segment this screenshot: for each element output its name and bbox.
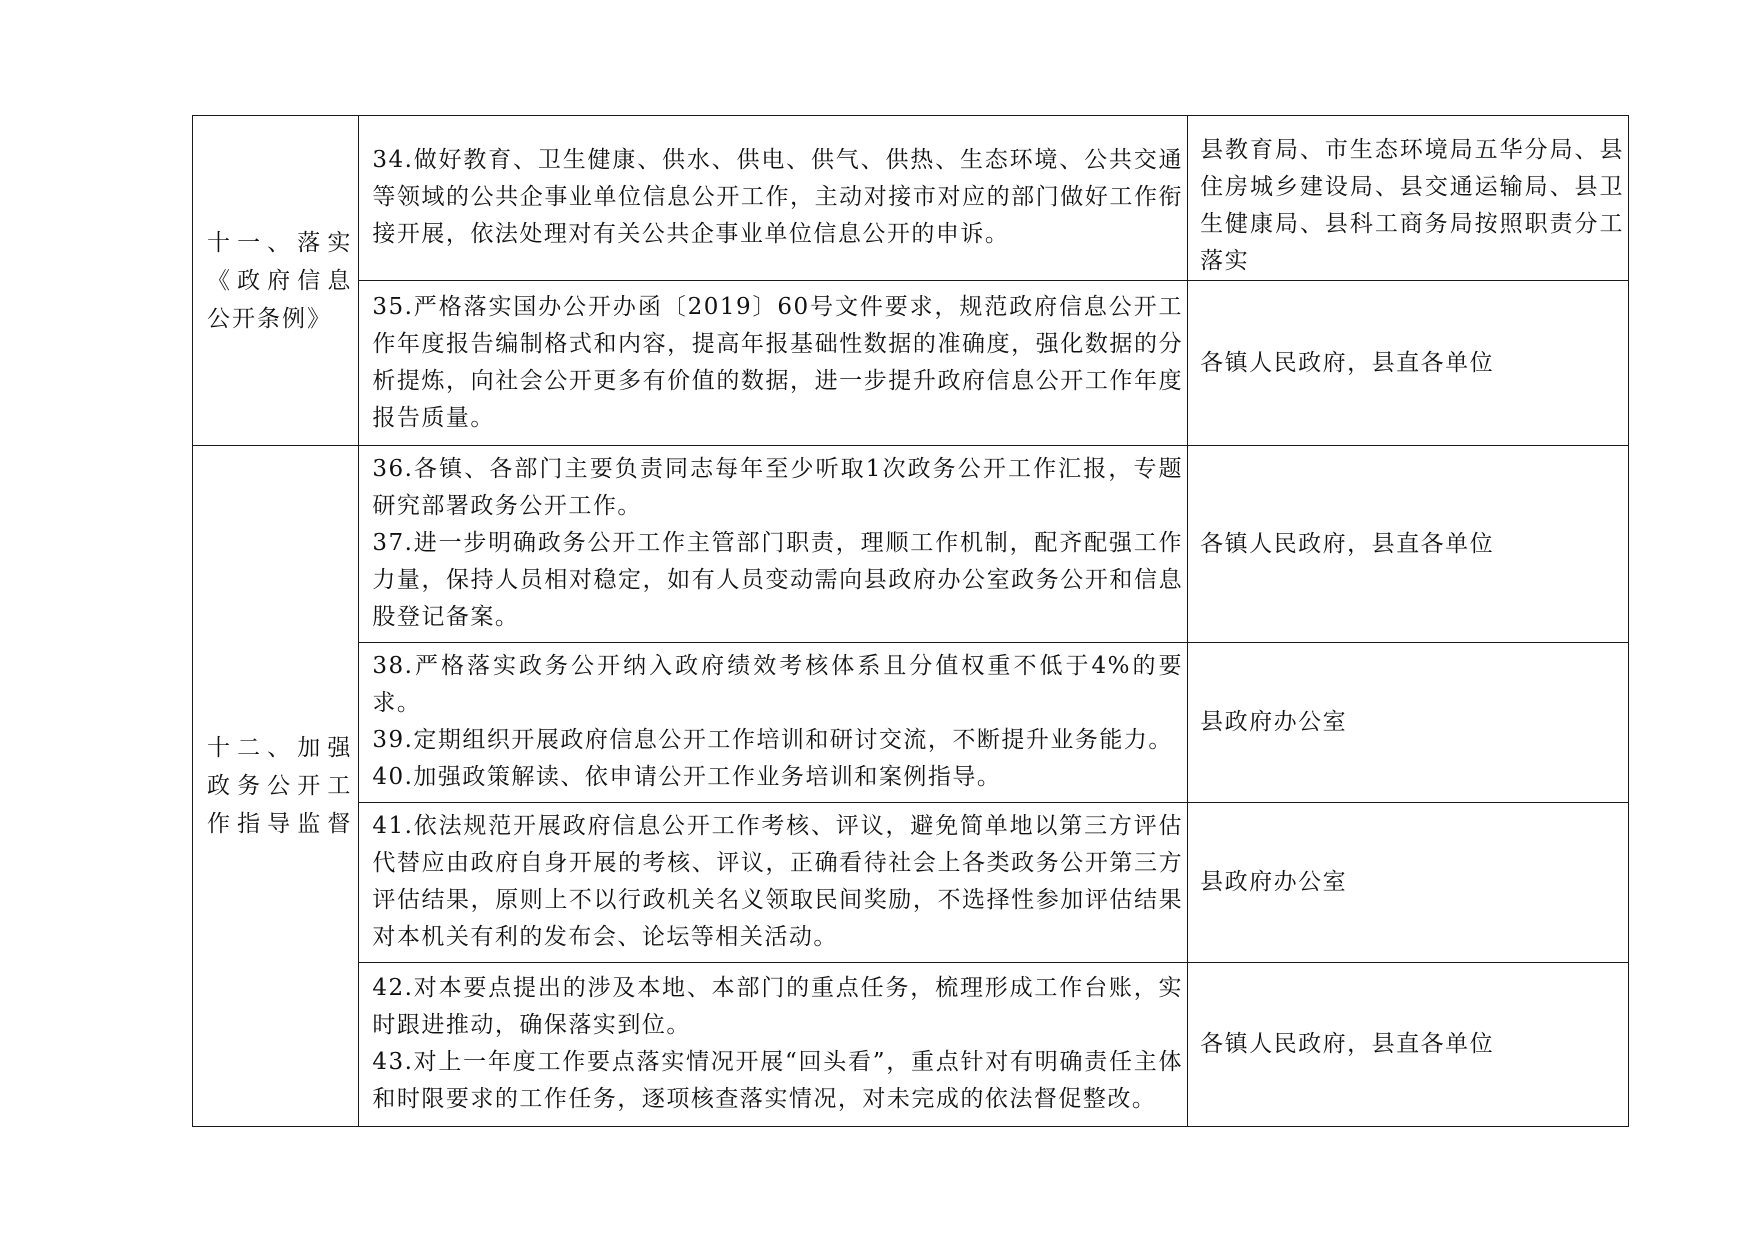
- responsible-unit: 各镇人民政府，县直各单位: [1200, 1031, 1495, 1057]
- responsible-cell: [1188, 643, 1629, 803]
- category-label: 十二、加强政务公开工作指导监督: [207, 735, 353, 837]
- task-cell: [359, 803, 1188, 963]
- responsible-cell: [1188, 446, 1629, 643]
- responsible-unit: 县教育局、市生态环境局五华分局、县住房城乡建设局、县交通运输局、县卫生健康局、县科工商务局按照职责分工落实: [1200, 137, 1624, 274]
- table-row: [193, 803, 1629, 963]
- responsible-unit: 各镇人民政府，县直各单位: [1200, 349, 1495, 376]
- task-item: 41.依法规范开展政府信息公开工作考核、评议，避免简单地以第三方评估代替应由政府自身开展的考核、评议，正确看待社会上各类政务公开第三方评估结果，原则上不以行政机关名义领取民间奖励，不选择性参加评估结果对本机关有利的发布会、论坛等相关活动。: [372, 813, 1184, 950]
- task-item: 43.对上一年度工作要点落实情况开展“回头看”，重点针对有明确责任主体和时限要求的工作任务，逐项核查落实情况，对未完成的依法督促整改。: [372, 1049, 1184, 1112]
- table-row: [193, 116, 1629, 281]
- responsible-unit: 县政府办公室: [1200, 709, 1348, 735]
- task-item: 39.定期组织开展政府信息公开工作培训和研讨交流，不断提升业务能力。: [372, 727, 1173, 753]
- category-cell: [193, 116, 359, 446]
- task-item: 34.做好教育、卫生健康、供水、供电、供气、供热、生态环境、公共交通等领域的公共企事业单位信息公开工作，主动对接市对应的部门做好工作衔接开展，依法处理对有关公共企事业单位信息公开的申诉。: [372, 147, 1184, 247]
- responsible-unit: 县政府办公室: [1200, 869, 1348, 895]
- table-row: [193, 963, 1629, 1127]
- responsible-cell: [1188, 116, 1629, 281]
- task-cell: [359, 116, 1188, 281]
- responsible-unit: 各镇人民政府，县直各单位: [1200, 530, 1495, 557]
- task-item: 36.各镇、各部门主要负责同志每年至少听取1次政务公开工作汇报，专题研究部署政务公开工作。: [372, 456, 1184, 519]
- task-cell: [359, 963, 1188, 1127]
- task-item: 35.严格落实国办公开办函〔2019〕60号文件要求，规范政府信息公开工作年度报告编制格式和内容，提高年报基础性数据的准确度，强化数据的分析提炼，向社会公开更多有价值的数据，进一步提升政府信息公开工作年度报告质量。: [372, 293, 1184, 431]
- table-row: [193, 281, 1629, 446]
- table-row: [193, 446, 1629, 643]
- category-label: 十一、落实《政府信息公开条例》: [207, 229, 353, 332]
- task-item: 38.严格落实政务公开纳入政府绩效考核体系且分值权重不低于4%的要求。: [372, 653, 1184, 716]
- task-cell: [359, 643, 1188, 803]
- task-cell: [359, 446, 1188, 643]
- task-cell: [359, 281, 1188, 446]
- category-cell: [193, 446, 359, 1127]
- table-row: [193, 643, 1629, 803]
- responsible-cell: [1188, 963, 1629, 1127]
- responsible-cell: [1188, 281, 1629, 446]
- work-tasks-table: [192, 115, 1629, 1127]
- task-item: 42.对本要点提出的涉及本地、本部门的重点任务，梳理形成工作台账，实时跟进推动，确保落实到位。: [372, 975, 1184, 1038]
- task-item: 37.进一步明确政务公开工作主管部门职责，理顺工作机制，配齐配强工作力量，保持人员相对稳定，如有人员变动需向县政府办公室政务公开和信息股登记备案。: [372, 530, 1184, 630]
- responsible-cell: [1188, 803, 1629, 963]
- task-item: 40.加强政策解读、依申请公开工作业务培训和案例指导。: [372, 764, 1002, 790]
